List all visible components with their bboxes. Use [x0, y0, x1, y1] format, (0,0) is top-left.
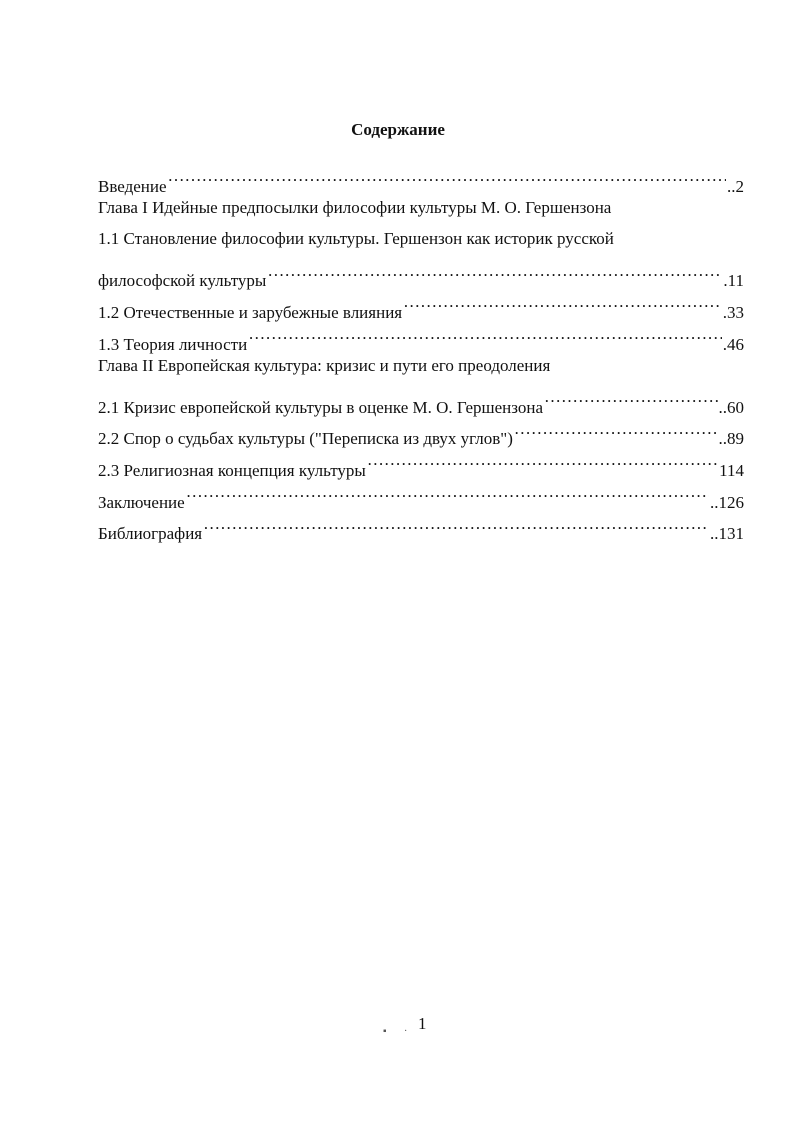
toc-entry-section-1-2[interactable]	[98, 286, 744, 322]
toc-chapter-2-heading[interactable]: Глава II Европейская культура: кризис и пути его преодоления	[98, 355, 551, 375]
toc-entry-page: .11	[723, 271, 744, 291]
dot-leader	[403, 286, 722, 318]
dot-leader	[186, 476, 709, 508]
table-of-contents	[98, 160, 744, 544]
page-number: 1	[418, 1014, 427, 1033]
dot-leader	[514, 413, 718, 445]
toc-entry-section-2-2[interactable]	[98, 413, 744, 449]
toc-entry-label: философской культуры	[98, 271, 267, 291]
toc-entry-section-1-3[interactable]	[98, 318, 744, 354]
toc-section-1-1-line1[interactable]: 1.1 Становление философии культуры. Гершензон как историк русской	[98, 229, 614, 249]
toc-entry-label: 2.3 Религиозная концепция культуры	[98, 460, 366, 480]
toc-entry-label: 2.2 Спор о судьбах культуры ("Переписка из двух углов")	[98, 429, 513, 449]
toc-entry-page: ..89	[718, 429, 744, 449]
toc-entry-section-1-1[interactable]	[98, 255, 744, 291]
toc-entry-page: 114	[719, 460, 744, 480]
scan-speck: ▪	[383, 1026, 387, 1037]
dot-leader	[367, 444, 718, 476]
toc-entry-section-2-3[interactable]	[98, 444, 744, 480]
toc-entry-label: Заключение	[98, 492, 185, 512]
toc-entry-label: 1.3 Теория личности	[98, 334, 248, 354]
toc-entry-page: ..60	[718, 397, 744, 417]
toc-entry-page: ..2	[727, 176, 744, 196]
dot-leader	[203, 508, 709, 540]
toc-entry-page: ..131	[710, 524, 744, 544]
toc-entry-page: .33	[722, 302, 744, 322]
dot-leader	[248, 318, 722, 350]
toc-entry-label: Библиография	[98, 524, 203, 544]
toc-entry-page: .46	[722, 334, 744, 354]
page-title: Содержание	[351, 120, 445, 139]
toc-entry-conclusion[interactable]	[98, 476, 744, 512]
toc-entry-label: 1.2 Отечественные и зарубежные влияния	[98, 302, 403, 322]
dot-leader	[267, 255, 722, 287]
toc-entry-page: ..126	[710, 492, 744, 512]
scan-speck: ·	[404, 1026, 408, 1037]
toc-entry-section-2-1[interactable]	[98, 381, 744, 417]
dot-leader	[544, 381, 718, 413]
toc-entry-label: 2.1 Кризис европейской культуры в оценке М. О. Гершензона	[98, 397, 543, 417]
toc-entry-label: Введение	[98, 176, 167, 196]
toc-entry-bibliography[interactable]	[98, 508, 744, 544]
dot-leader	[168, 160, 726, 192]
toc-chapter-1-heading[interactable]: Глава I Идейные предпосылки философии культуры М. О. Гершензона	[98, 197, 612, 217]
toc-entry-introduction[interactable]	[98, 160, 744, 196]
